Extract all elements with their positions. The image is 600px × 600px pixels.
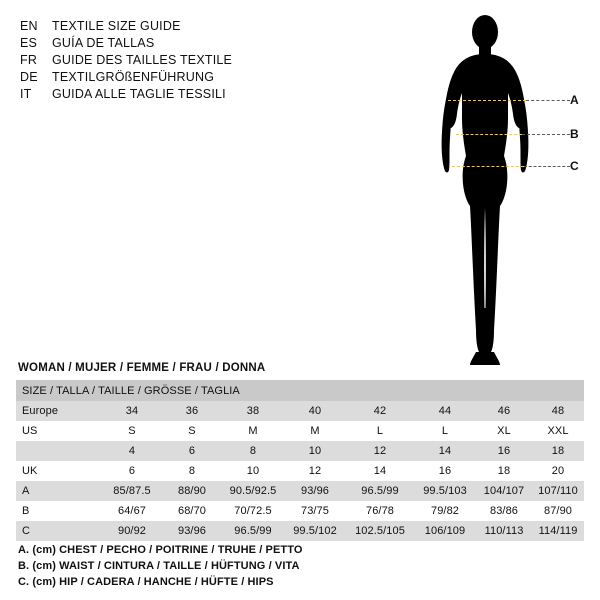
cell: 87/90	[532, 501, 584, 521]
cell: S	[162, 421, 222, 441]
cell: 110/113	[476, 521, 532, 541]
cell: 70/72.5	[222, 501, 284, 521]
table-row	[16, 501, 584, 521]
cell: 44	[414, 401, 476, 421]
cell: XXL	[532, 421, 584, 441]
language-row	[20, 86, 350, 103]
cell: 6	[162, 441, 222, 461]
female-silhouette-icon	[380, 8, 590, 368]
cell: 106/109	[414, 521, 476, 541]
cell: 8	[162, 461, 222, 481]
measure-label-a: A	[570, 93, 579, 107]
cell: 20	[532, 461, 584, 481]
cell: 10	[222, 461, 284, 481]
cell: 16	[476, 441, 532, 461]
language-text: TEXTILGRÖßENFÜHRUNG	[52, 70, 215, 84]
language-row	[20, 52, 350, 69]
cell: 14	[414, 441, 476, 461]
measure-line-c-extension	[524, 166, 570, 167]
cell: 79/82	[414, 501, 476, 521]
table-row	[16, 421, 584, 441]
body-figure	[380, 8, 590, 368]
cell: 90.5/92.5	[222, 481, 284, 501]
cell: 12	[284, 461, 346, 481]
cell: 96.5/99	[346, 481, 414, 501]
cell: M	[284, 421, 346, 441]
measure-line-a-extension	[526, 100, 570, 101]
cell: 107/110	[532, 481, 584, 501]
cell: 14	[346, 461, 414, 481]
measure-line-b-extension	[522, 134, 570, 135]
cell: L	[346, 421, 414, 441]
cell: 99.5/103	[414, 481, 476, 501]
size-table	[16, 380, 584, 541]
language-code: FR	[20, 53, 38, 67]
cell: 93/96	[284, 481, 346, 501]
cell: 93/96	[162, 521, 222, 541]
row-label: UK	[16, 461, 102, 481]
cell: 46	[476, 401, 532, 421]
cell: 38	[222, 401, 284, 421]
row-label: Europe	[16, 401, 102, 421]
cell: 102.5/105	[346, 521, 414, 541]
language-text: TEXTILE SIZE GUIDE	[52, 19, 181, 33]
measure-label-c: C	[570, 159, 579, 173]
cell: S	[102, 421, 162, 441]
cell: 18	[476, 461, 532, 481]
cell: 85/87.5	[102, 481, 162, 501]
cell: 48	[532, 401, 584, 421]
cell: 36	[162, 401, 222, 421]
cell: 6	[102, 461, 162, 481]
cell: 76/78	[346, 501, 414, 521]
cell: 73/75	[284, 501, 346, 521]
table-header-label: SIZE / TALLA / TAILLE / GRÖSSE / TAGLIA	[16, 380, 584, 401]
language-code: IT	[20, 87, 32, 101]
cell: 90/92	[102, 521, 162, 541]
language-code: DE	[20, 70, 38, 84]
language-row	[20, 18, 350, 35]
cell: 34	[102, 401, 162, 421]
language-text: GUÍA DE TALLAS	[52, 36, 155, 50]
cell: 96.5/99	[222, 521, 284, 541]
row-label: A	[16, 481, 102, 501]
cell: 12	[346, 441, 414, 461]
cell: 4	[102, 441, 162, 461]
cell: 40	[284, 401, 346, 421]
language-code: EN	[20, 19, 38, 33]
cell: 88/90	[162, 481, 222, 501]
measure-label-b: B	[570, 127, 579, 141]
cell: 16	[414, 461, 476, 481]
language-code: ES	[20, 36, 38, 50]
cell: M	[222, 421, 284, 441]
measure-line-c	[452, 166, 524, 167]
table-row	[16, 481, 584, 501]
measure-line-a	[448, 100, 526, 101]
language-list	[20, 18, 350, 103]
language-row	[20, 69, 350, 86]
table-row	[16, 461, 584, 481]
language-text: GUIDA ALLE TAGLIE TESSILI	[52, 87, 226, 101]
measure-line-b	[456, 134, 522, 135]
cell: XL	[476, 421, 532, 441]
table-row	[16, 521, 584, 541]
cell: 68/70	[162, 501, 222, 521]
row-label: US	[16, 421, 102, 441]
row-label: B	[16, 501, 102, 521]
legend-line-c: C. (cm) HIP / CADERA / HANCHE / HÜFTE / HIPS	[18, 576, 274, 588]
cell: 64/67	[102, 501, 162, 521]
cell: 114/119	[532, 521, 584, 541]
legend-line-b: B. (cm) WAIST / CINTURA / TAILLE / HÜFTUNG / VITA	[18, 560, 300, 572]
row-label: C	[16, 521, 102, 541]
size-table-wrapper	[16, 380, 584, 541]
table-header-row	[16, 380, 584, 401]
language-text: GUIDE DES TAILLES TEXTILE	[52, 53, 233, 67]
cell: 104/107	[476, 481, 532, 501]
cell: 18	[532, 441, 584, 461]
row-label	[16, 441, 102, 461]
table-row	[16, 401, 584, 421]
language-row	[20, 35, 350, 52]
legend-line-a: A. (cm) CHEST / PECHO / POITRINE / TRUHE / PETTO	[18, 544, 303, 556]
cell: L	[414, 421, 476, 441]
measurement-legend	[18, 542, 303, 590]
cell: 10	[284, 441, 346, 461]
cell: 99.5/102	[284, 521, 346, 541]
table-row	[16, 441, 584, 461]
section-title: WOMAN / MUJER / FEMME / FRAU / DONNA	[18, 362, 266, 374]
cell: 83/86	[476, 501, 532, 521]
cell: 42	[346, 401, 414, 421]
cell: 8	[222, 441, 284, 461]
